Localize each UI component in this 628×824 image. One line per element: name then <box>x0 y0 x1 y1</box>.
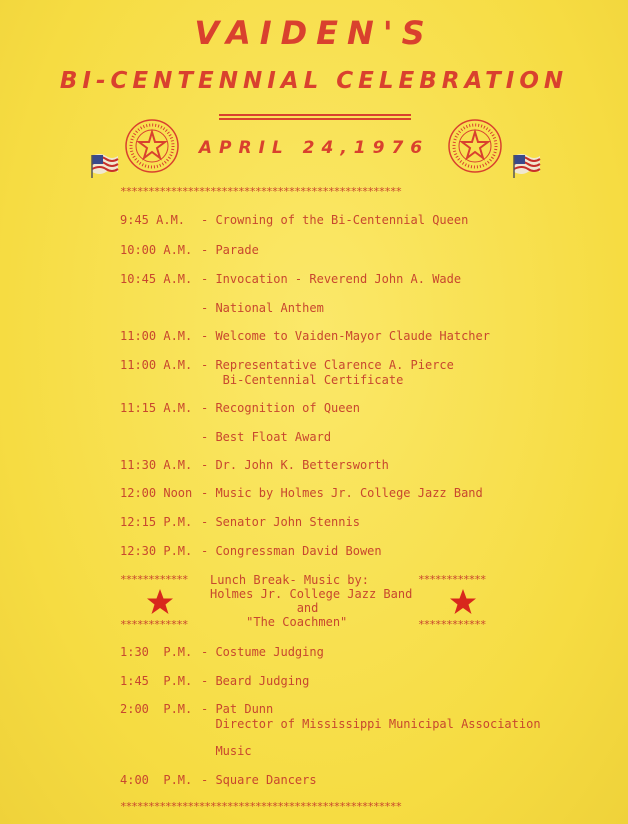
schedule-time: 4:00 P.M. <box>120 773 193 787</box>
schedule-time: 11:30 A.M. <box>120 458 193 472</box>
schedule-description: - National Anthem <box>201 301 324 315</box>
schedule-description: Music <box>201 744 252 758</box>
schedule-description: - Music by Holmes Jr. College Jazz Band <box>201 486 483 500</box>
star-border-top: ************************************************** <box>120 186 402 198</box>
schedule-description: - Senator John Stennis <box>201 515 360 529</box>
american-flag-right-icon <box>512 152 542 178</box>
schedule-description: - Best Float Award <box>201 430 332 444</box>
schedule-time: 1:45 P.M. <box>120 674 193 688</box>
red-star-left-icon <box>146 588 174 616</box>
schedule-description: - Invocation - Reverend John A. Wade <box>201 272 462 286</box>
title-rule-top <box>219 114 411 116</box>
schedule-description: - Beard Judging <box>201 674 310 688</box>
red-star-right-icon <box>449 588 477 616</box>
bicentennial-seal-left-icon <box>124 118 180 174</box>
schedule-description: - Dr. John K. Bettersworth <box>201 458 389 472</box>
lunch-stars-right-top: ************ <box>418 573 486 586</box>
schedule-description: - Crowning of the Bi-Centennial Queen <box>201 213 469 227</box>
title-rule-bottom <box>219 118 411 120</box>
star-border-bottom: ************************************************** <box>120 801 402 813</box>
schedule-time: 11:00 A.M. <box>120 358 193 372</box>
schedule-time: 12:00 Noon <box>120 486 193 500</box>
schedule-description: - Pat Dunn Director of Mississippi Municipal Association <box>201 702 541 731</box>
schedule-time: 11:15 A.M. <box>120 401 193 415</box>
schedule-description: - Parade <box>201 243 259 257</box>
american-flag-left-icon <box>90 152 120 178</box>
schedule-time: 11:00 A.M. <box>120 329 193 343</box>
schedule-time: 10:45 A.M. <box>120 272 193 286</box>
lunch-stars-right-bottom: ************ <box>418 618 486 631</box>
schedule-time: 10:00 A.M. <box>120 243 193 257</box>
schedule-time: 2:00 P.M. <box>120 702 193 716</box>
event-date: APRIL 24,1976 <box>198 138 430 158</box>
lunch-stars-left-top: ************ <box>120 573 188 586</box>
lunch-break-text: Lunch Break- Music by: Holmes Jr. College Jazz Band and "The Coachmen" <box>210 573 413 629</box>
schedule-time: 12:30 P.M. <box>120 544 193 558</box>
schedule-time: 12:15 P.M. <box>120 515 193 529</box>
page-subtitle: BI-CENTENNIAL CELEBRATION <box>59 68 569 94</box>
schedule-time: 9:45 A.M. <box>120 213 186 227</box>
schedule-description: - Representative Clarence A. Pierce Bi-Centennial Certificate <box>201 358 454 387</box>
schedule-description: - Costume Judging <box>201 645 324 659</box>
schedule-time: 1:30 P.M. <box>120 645 193 659</box>
page-title: VAIDEN'S <box>194 14 434 52</box>
bicentennial-seal-right-icon <box>447 118 503 174</box>
schedule-description: - Square Dancers <box>201 773 317 787</box>
lunch-stars-left-bottom: ************ <box>120 618 188 631</box>
schedule-description: - Welcome to Vaiden-Mayor Claude Hatcher <box>201 329 490 343</box>
schedule-description: - Recognition of Queen <box>201 401 360 415</box>
schedule-description: - Congressman David Bowen <box>201 544 382 558</box>
